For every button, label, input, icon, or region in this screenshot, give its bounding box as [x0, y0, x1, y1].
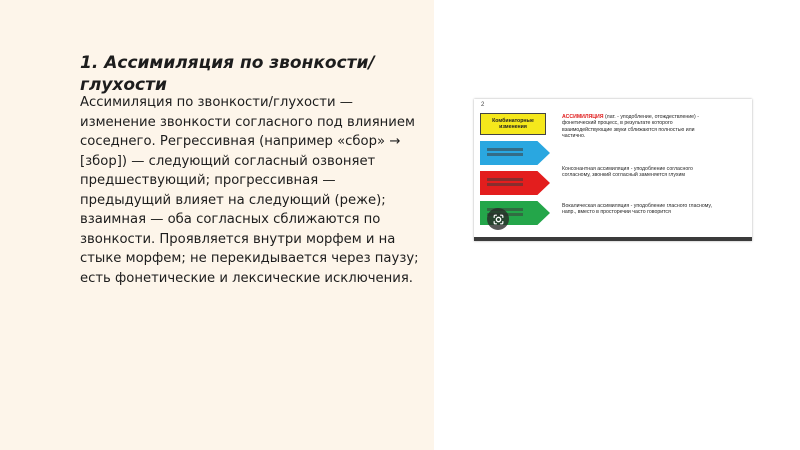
consonant-text-b: звонкий согласный [590, 172, 640, 179]
slide-number-mark: 2 [481, 102, 485, 108]
slide-body: Ассимиляция по звонкости/глухости — изменение звонкости согласного под влиянием соседнего. Регрессивная (например «сбор» → [збор]) — следующий согласный озвоняет предшествующий; прогрессивная — предыдущий влияет на следующий (реже); взаимная — оба согласных сближаются по звонкости. Проявляется внутри морфем и на стыке морфем; не перекидывается через паузу; есть фонетические и лексические исключения. [80, 95, 419, 286]
lens-search-icon[interactable] [487, 208, 509, 230]
blue-arrow-shape [480, 141, 550, 165]
vowel-text-b: напр., вместо [562, 209, 597, 216]
vowel-text-a: Вокалическая ассимиляция - уподобление гласного гласному, [562, 203, 712, 209]
combinatory-changes-box: Комбинаторные изменения [480, 113, 546, 135]
embedded-slide-image [474, 99, 752, 241]
assimilation-definition [562, 114, 712, 139]
image-bottom-bar [474, 237, 752, 241]
assimilation-definition-rest: (лат. - уподобление, отождествление) - фонетический процесс, в результате которого взаимодействующие звуки сближаются полностью или частично. [562, 114, 699, 139]
slide-title: 1. Ассимиляция по звонкости/глухости [80, 53, 375, 95]
consonant-text-c: заменяется глухим [639, 172, 685, 179]
assimilation-term: АССИМИЛЯЦИЯ [562, 114, 604, 120]
red-arrow-shape [480, 171, 550, 195]
consonant-text-a: Консонантная ассимиляция - уподобление согласного согласному, [562, 166, 693, 179]
vowel-assimilation-text [562, 203, 712, 216]
vowel-text-c: в просторечии часто говорится [596, 209, 671, 216]
consonant-assimilation-text [562, 166, 712, 179]
lens-glyph-icon [492, 213, 505, 226]
